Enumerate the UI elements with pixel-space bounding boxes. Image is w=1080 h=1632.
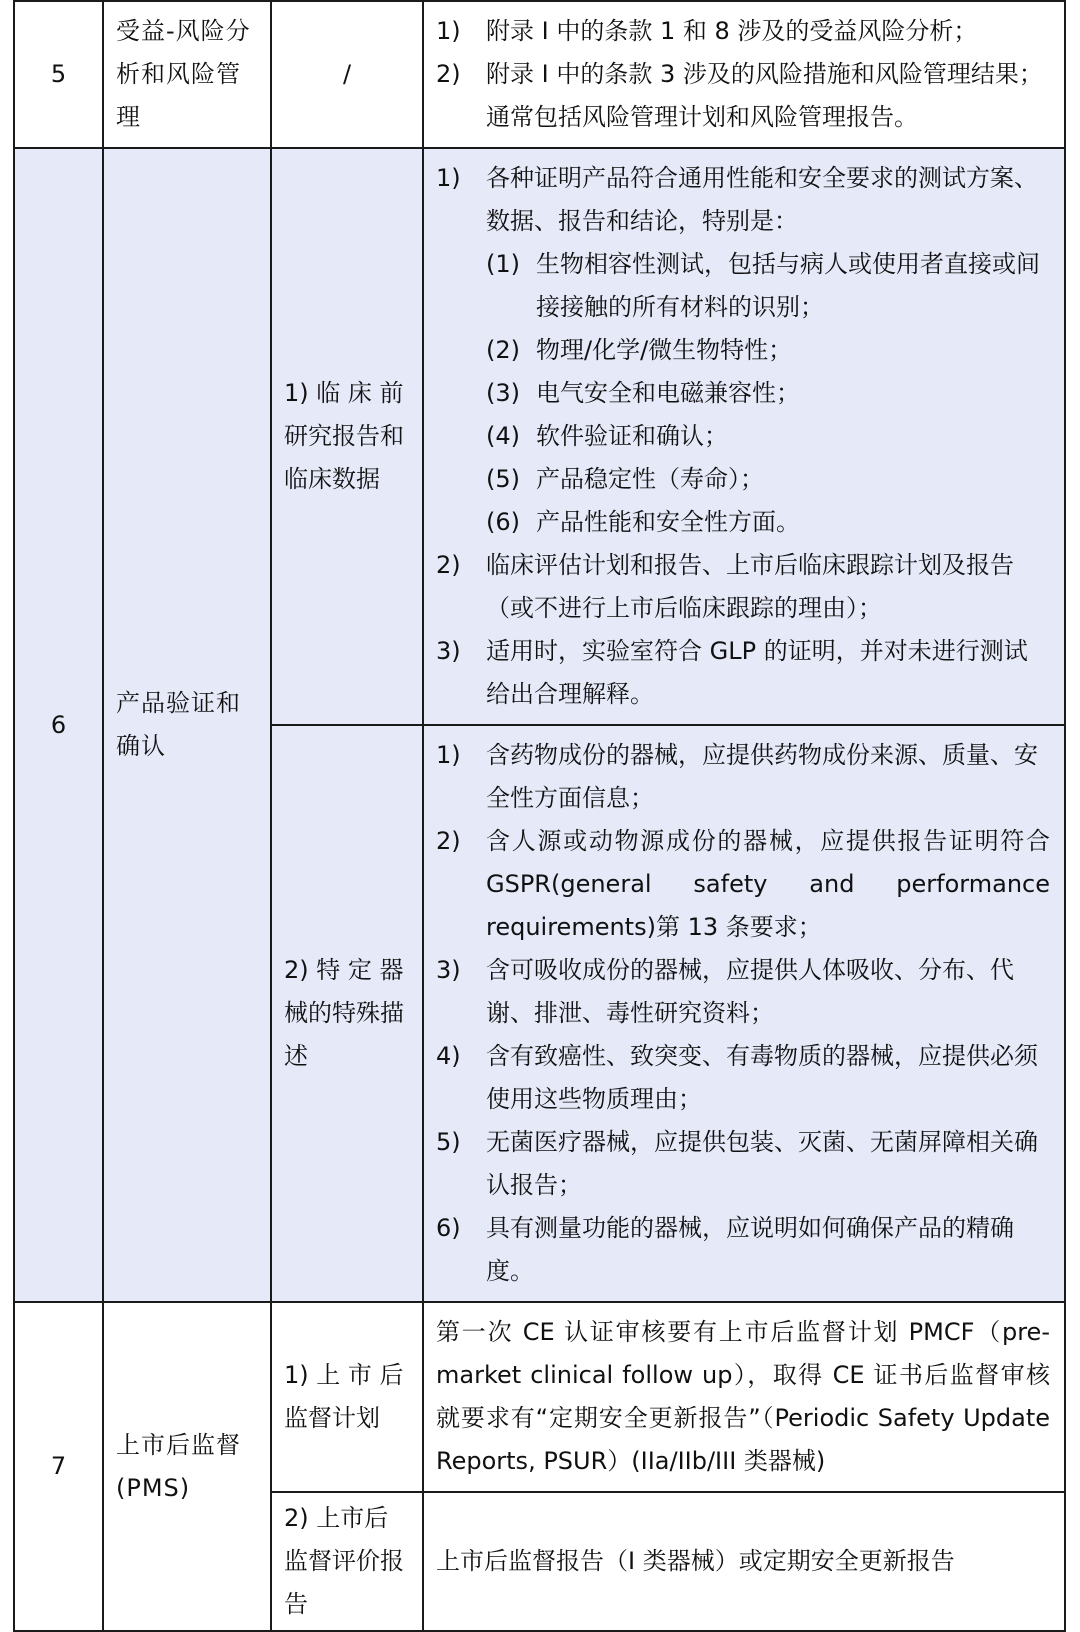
row-number: 7: [14, 1302, 103, 1631]
list-item: 1) 含药物成份的器械，应提供药物成份来源、质量、安全性方面信息；: [436, 741, 1038, 812]
list-item: 1) 附录 I 中的条款 1 和 8 涉及的受益风险分析；: [436, 17, 978, 45]
row-content: [423, 148, 1065, 725]
list-item: 3) 含可吸收成份的器械，应提供人体吸收、分布、代谢、排泄、毒性研究资料；: [436, 956, 1014, 1027]
list-item: 4) 含有致癌性、致突变、有毒物质的器械，应提供必须使用这些物质理由；: [436, 1042, 1038, 1113]
row-category: 上市后监督(PMS): [103, 1302, 271, 1631]
requirements-table: [13, 0, 1066, 1632]
row-subcategory: 1) 上 市 后监督计划: [271, 1302, 423, 1492]
sub-list-item: (3) 电气安全和电磁兼容性；: [486, 379, 800, 407]
list-item: 5) 无菌医疗器械，应提供包装、灭菌、无菌屏障相关确认报告；: [436, 1128, 1038, 1199]
row-subcategory: 2) 上市后监督评价报告: [271, 1492, 423, 1631]
row-number: 6: [14, 148, 103, 1302]
row-content: [423, 725, 1065, 1302]
list-item: 6) 具有测量功能的器械，应说明如何确保产品的精确度。: [436, 1214, 1014, 1285]
list-item: 1) 各种证明产品符合通用性能和安全要求的测试方案、数据、报告和结论，特别是：: [436, 164, 1038, 235]
table-row: [14, 1, 1065, 148]
row-content: 上市后监督报告（I 类器械）或定期安全更新报告: [423, 1492, 1065, 1631]
table-row: [14, 148, 1065, 725]
sub-list-item: (2) 物理/化学/微生物特性；: [486, 336, 793, 364]
row-category: 受益-风险分析和风险管理: [103, 1, 271, 148]
row-subcategory: 2) 特 定 器械的特殊描述: [271, 725, 423, 1302]
sub-list-item: (5) 产品稳定性（寿命）；: [486, 465, 764, 493]
sub-list-item: (1) 生物相容性测试，包括与病人或使用者直接或间接接触的所有材料的识别；: [486, 250, 1040, 321]
row-subcategory: /: [271, 1, 423, 148]
row-number: 5: [14, 1, 103, 148]
list-item: 2) 临床评估计划和报告、上市后临床跟踪计划及报告（或不进行上市后临床跟踪的理由）；: [436, 551, 1014, 622]
table-row: [14, 1302, 1065, 1492]
list-item: 3) 适用时，实验室符合 GLP 的证明，并对未进行测试给出合理解释。: [436, 637, 1028, 708]
row-content: [423, 1, 1065, 148]
sub-list-item: (6) 产品性能和安全性方面。: [486, 508, 800, 536]
row-subcategory: 1) 临 床 前研究报告和临床数据: [271, 148, 423, 725]
list-item: 2) 附录 I 中的条款 3 涉及的风险措施和风险管理结果；通常包括风险管理计划和风险管理报告。: [436, 60, 1043, 131]
row-content: 第一次 CE 认证审核要有上市后监督计划 PMCF（pre-market clinical follow up），取得 CE 证书后监督审核就要求有“定期安全更新报告”（Periodic Safety Update Reports, PSUR）(IIa/IIb/III 类器械): [423, 1302, 1065, 1492]
row-category: 产品验证和确认: [103, 148, 271, 1302]
list-item: 2) 含人源或动物源成份的器械，应提供报告证明符合GSPR(general safety and performance requirements)第 13 条要求；: [436, 827, 1050, 941]
sub-list-item: (4) 软件验证和确认；: [486, 422, 728, 450]
